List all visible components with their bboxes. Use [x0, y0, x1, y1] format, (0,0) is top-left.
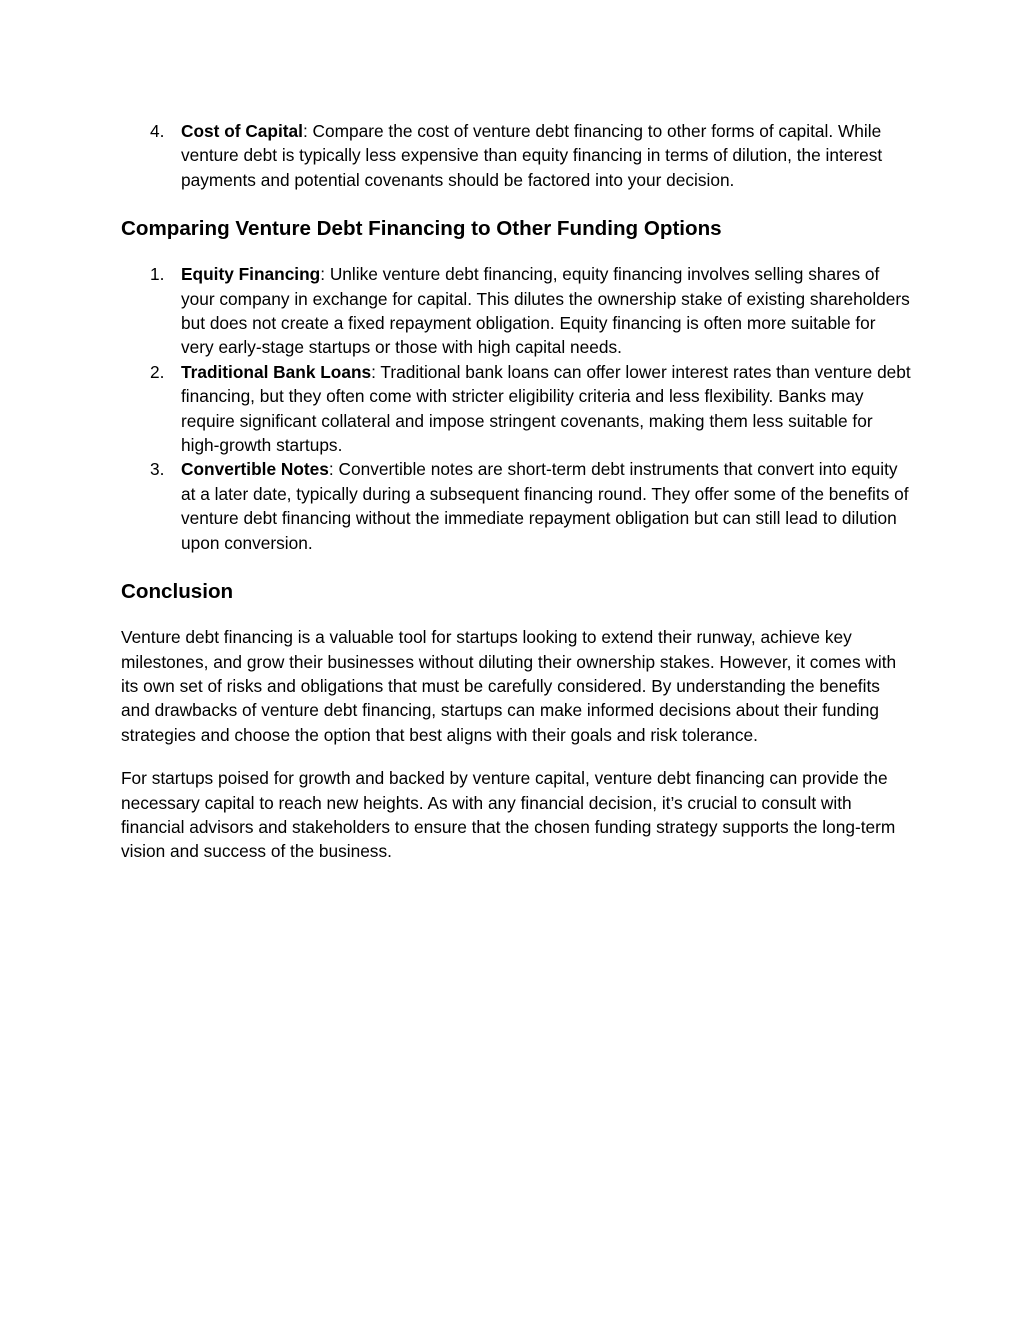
list-item-term: Convertible Notes	[181, 459, 329, 480]
list-item	[121, 457, 911, 555]
list-item-term: Traditional Bank Loans	[181, 361, 372, 382]
list-item-text: : Unlike venture debt financing, equity financing involves selling shares of your company in exchange for capital. This dilutes the ownership stake of existing shareholders but does not create a fixed repayment obligation. Equity financing is often more suitable for very early-stage startups or those with high capital needs.	[181, 264, 910, 358]
list-item-term: Cost of Capital	[181, 121, 303, 141]
list-item-number: 2.	[150, 361, 165, 382]
conclusion-paragraph: Venture debt financing is a valuable tool for startups looking to extend their runway, achieve key milestones, and grow their businesses without diluting their ownership stakes. However, it comes with its own set of risks and obligations that must be carefully considered. By understanding the benefits and drawbacks of venture debt financing, startups can make informed decisions about their funding strategies and choose the option that best aligns with their goals and risk tolerance.	[121, 627, 897, 745]
cost-considerations-list	[121, 119, 911, 192]
list-item-text: : Compare the cost of venture debt financing to other forms of capital. While venture debt is typically less expensive than equity financing in terms of dilution, the interest payments and potential covenants should be factored into your decision.	[181, 121, 883, 190]
list-item-number: 3.	[150, 459, 165, 480]
list-item	[121, 119, 911, 192]
list-item	[121, 262, 911, 360]
document-content	[121, 119, 911, 864]
section-heading-conclusion: Conclusion	[121, 580, 234, 604]
section-heading-comparing: Comparing Venture Debt Financing to Other Funding Options	[121, 217, 722, 241]
conclusion-paragraph: For startups poised for growth and backed by venture capital, venture debt financing can provide the necessary capital to reach new heights. As with any financial decision, it’s crucial to consult with financial advisors and stakeholders to ensure that the chosen funding strategy supports the long-term vision and success of the business.	[121, 768, 896, 862]
list-item-term: Equity Financing	[181, 264, 321, 285]
list-item-number: 4.	[150, 121, 165, 141]
list-item	[121, 360, 911, 458]
list-item-text: : Traditional bank loans can offer lower interest rates than venture debt financing, but they often come with stricter eligibility criteria and less flexibility. Banks may require significant collateral and impose stringent covenants, making them less suitable for high-growth startups.	[181, 361, 911, 456]
list-item-text: : Convertible notes are short-term debt instruments that convert into equity at a later date, typically during a subsequent financing round. They offer some of the benefits of venture debt financing without the immediate repayment obligation but can still lead to dilution upon conversion.	[181, 459, 909, 553]
list-item-number: 1.	[150, 264, 165, 285]
funding-options-list	[121, 262, 911, 555]
